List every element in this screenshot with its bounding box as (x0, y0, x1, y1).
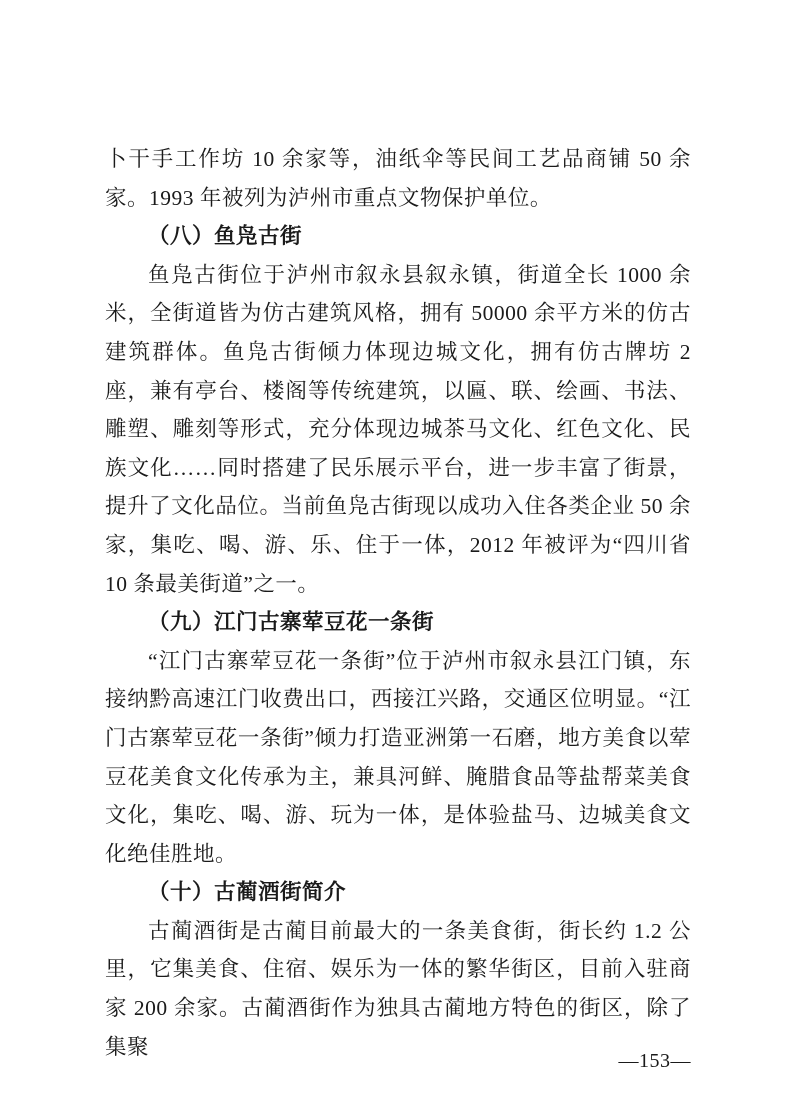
paragraph-gulin-street: 古蔺酒街是古蔺目前最大的一条美食街，街长约 1.2 公里，它集美食、住宿、娱乐为一体的繁华街区，目前入驻商家 200 余家。古蔺酒街作为独具古蔺地方特色的街区，除了集聚 (105, 918, 691, 1059)
paragraph-yufu-street: 鱼凫古街位于泸州市叙永县叙永镇，街道全长 1000 余米，全街道皆为仿古建筑风格，拥有 50000 余平方米的仿古建筑群体。鱼凫古街倾力体现边城文化，拥有仿古牌坊 2 座，兼有亭台、楼阁等传统建筑，以匾、联、绘画、书法、雕塑、雕刻等形式，充分体现边城茶马文化、红色文化、民族文化……同时搭建了民乐展示平台，进一步丰富了街景，提升了文化品位。当前鱼凫古街现以成功入住各类企业 50 余家，集吃、喝、游、乐、住于一体，2012 年被评为“四川省 10 条最美街道”之一。 (105, 262, 691, 596)
paragraph-jiangmen-street: “江门古寨荤豆花一条街”位于泸州市叙永县江门镇，东接纳黔高速江门收费出口，西接江兴路，交通区位明显。“江门古寨荤豆花一条街”倾力打造亚洲第一石磨，地方美食以荤豆花美食文化传承为主，兼具河鲜、腌腊食品等盐帮菜美食文化，集吃、喝、游、玩为一体，是体验盐马、边城美食文化绝佳胜地。 (105, 648, 691, 866)
document-content (105, 140, 691, 1066)
section-heading-8: （八）鱼凫古街 (148, 224, 303, 249)
page-number: —153— (618, 1050, 691, 1072)
section-heading-9: （九）江门古寨荤豆花一条街 (148, 610, 435, 635)
paragraph-continued: 卜干手工作坊 10 余家等，油纸伞等民间工艺品商铺 50 余家。1993 年被列为泸州市重点文物保护单位。 (105, 147, 691, 210)
section-heading-10: （十）古蔺酒街简介 (148, 880, 347, 905)
